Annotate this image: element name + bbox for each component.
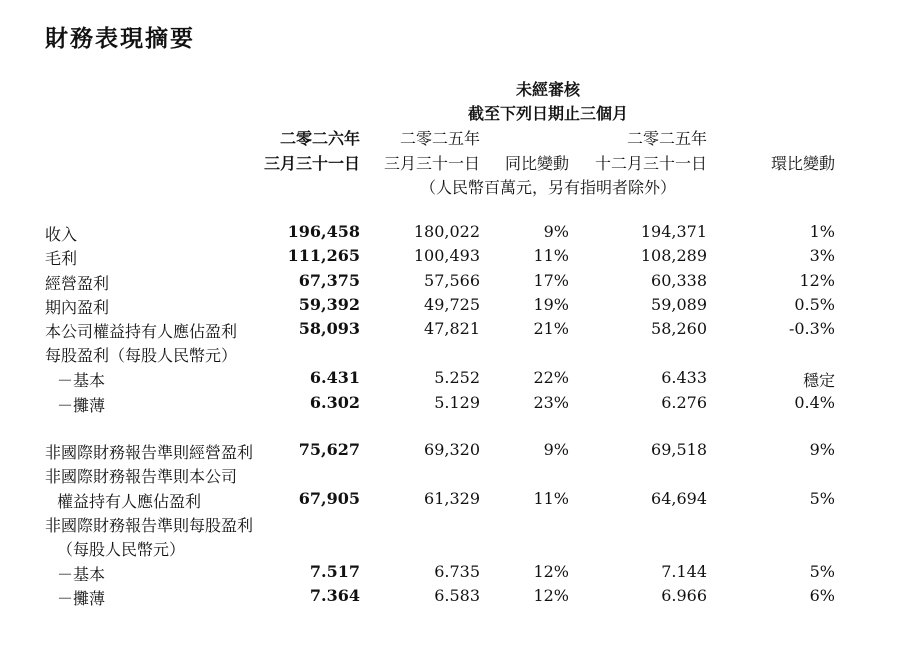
value-2025-q4: 108,289	[640, 246, 707, 265]
value-2025-q4: 6.276	[661, 393, 707, 412]
value-2026-q1: 6.431	[309, 368, 360, 387]
value-2025-q1: 47,821	[424, 319, 480, 338]
value-2025-q1: 100,493	[413, 246, 480, 265]
qoq-change: 3%	[809, 246, 835, 265]
qoq-change: -0.3%	[788, 319, 835, 338]
row-label: 期內盈利	[45, 298, 110, 317]
header-col3: 同比變動	[504, 154, 569, 173]
header-period: 截至下列日期止三個月	[467, 104, 629, 123]
table-row	[0, 562, 912, 586]
value-2025-q4: 58,260	[651, 319, 707, 338]
yoy-change: 11%	[533, 246, 569, 265]
table-row	[0, 343, 912, 367]
header-unaudited: 未經審核	[515, 80, 581, 99]
qoq-change: 0.5%	[794, 295, 835, 314]
value-2026-q1: 67,375	[298, 271, 360, 290]
value-2026-q1: 111,265	[287, 246, 360, 265]
row-label: （每股人民幣元）	[57, 540, 186, 559]
table-row	[0, 586, 912, 610]
yoy-change: 21%	[533, 319, 569, 338]
value-2026-q1: 7.517	[309, 562, 360, 581]
value-2025-q4: 6.966	[661, 586, 707, 605]
yoy-change: 19%	[533, 295, 569, 314]
value-2026-q1: 6.302	[309, 393, 360, 412]
qoq-change: 1%	[809, 222, 835, 241]
row-label: 經營盈利	[45, 274, 110, 293]
header-col2-line1: 二零二五年	[399, 129, 480, 148]
value-2025-q1: 61,329	[424, 489, 480, 508]
table-row	[0, 513, 912, 537]
value-2025-q4: 64,694	[651, 489, 707, 508]
header-col4-line1: 二零二五年	[626, 129, 707, 148]
yoy-change: 12%	[533, 586, 569, 605]
value-2025-q4: 7.144	[661, 562, 707, 581]
yoy-change: 22%	[533, 368, 569, 387]
value-2025-q1: 5.129	[434, 393, 480, 412]
row-label: 非國際財務報告準則本公司	[45, 467, 238, 486]
value-2026-q1: 59,392	[298, 295, 360, 314]
table-row	[0, 271, 912, 295]
value-2026-q1: 75,627	[298, 440, 360, 459]
table-row	[0, 464, 912, 488]
table-row	[0, 319, 912, 343]
table-row	[0, 295, 912, 319]
row-label: 每股盈利（每股人民幣元）	[45, 346, 238, 365]
row-label: －基本	[57, 565, 106, 584]
page-title: 財務表現摘要	[45, 26, 195, 52]
value-2025-q1: 57,566	[424, 271, 480, 290]
value-2025-q4: 60,338	[651, 271, 707, 290]
value-2026-q1: 67,905	[298, 489, 360, 508]
header-col1-line1: 二零二六年	[279, 129, 360, 148]
row-label: －基本	[57, 371, 106, 390]
row-label: 非國際財務報告準則每股盈利	[45, 516, 254, 535]
row-label: 收入	[45, 225, 78, 244]
value-2025-q1: 5.252	[434, 368, 480, 387]
qoq-change: 穩定	[802, 371, 835, 390]
qoq-change: 6%	[809, 586, 835, 605]
yoy-change: 23%	[533, 393, 569, 412]
value-2025-q1: 69,320	[424, 440, 480, 459]
row-label: 權益持有人應佔盈利	[57, 492, 202, 511]
row-label: －攤薄	[57, 589, 106, 608]
header-col2-line2: 三月三十一日	[383, 154, 480, 173]
row-label: 本公司權益持有人應佔盈利	[45, 322, 238, 341]
value-2025-q1: 6.735	[434, 562, 480, 581]
value-2025-q1: 6.583	[434, 586, 480, 605]
value-2025-q4: 6.433	[661, 368, 707, 387]
header-col4-line2: 十二月三十一日	[594, 154, 707, 173]
yoy-change: 9%	[543, 440, 569, 459]
value-2025-q4: 194,371	[640, 222, 707, 241]
qoq-change: 9%	[809, 440, 835, 459]
header-unit: （人民幣百萬元，另有指明者除外）	[419, 178, 677, 197]
qoq-change: 5%	[809, 489, 835, 508]
table-row	[0, 393, 912, 417]
table-row	[0, 222, 912, 246]
yoy-change: 11%	[533, 489, 569, 508]
value-2025-q1: 180,022	[413, 222, 480, 241]
value-2025-q4: 69,518	[651, 440, 707, 459]
yoy-change: 12%	[533, 562, 569, 581]
yoy-change: 9%	[543, 222, 569, 241]
value-2025-q1: 49,725	[424, 295, 480, 314]
header-col5: 環比變動	[770, 154, 835, 173]
table-row	[0, 537, 912, 561]
value-2026-q1: 7.364	[309, 586, 360, 605]
value-2026-q1: 196,458	[287, 222, 360, 241]
header-col1-line2: 三月三十一日	[263, 154, 360, 173]
qoq-change: 12%	[799, 271, 835, 290]
value-2025-q4: 59,089	[651, 295, 707, 314]
qoq-change: 5%	[809, 562, 835, 581]
table-row	[0, 246, 912, 270]
table-row	[0, 368, 912, 392]
yoy-change: 17%	[533, 271, 569, 290]
row-label: －攤薄	[57, 396, 106, 415]
table-row	[0, 489, 912, 513]
row-label: 非國際財務報告準則經營盈利	[45, 443, 254, 462]
row-label: 毛利	[45, 249, 78, 268]
value-2026-q1: 58,093	[298, 319, 360, 338]
table-row	[0, 440, 912, 464]
qoq-change: 0.4%	[794, 393, 835, 412]
